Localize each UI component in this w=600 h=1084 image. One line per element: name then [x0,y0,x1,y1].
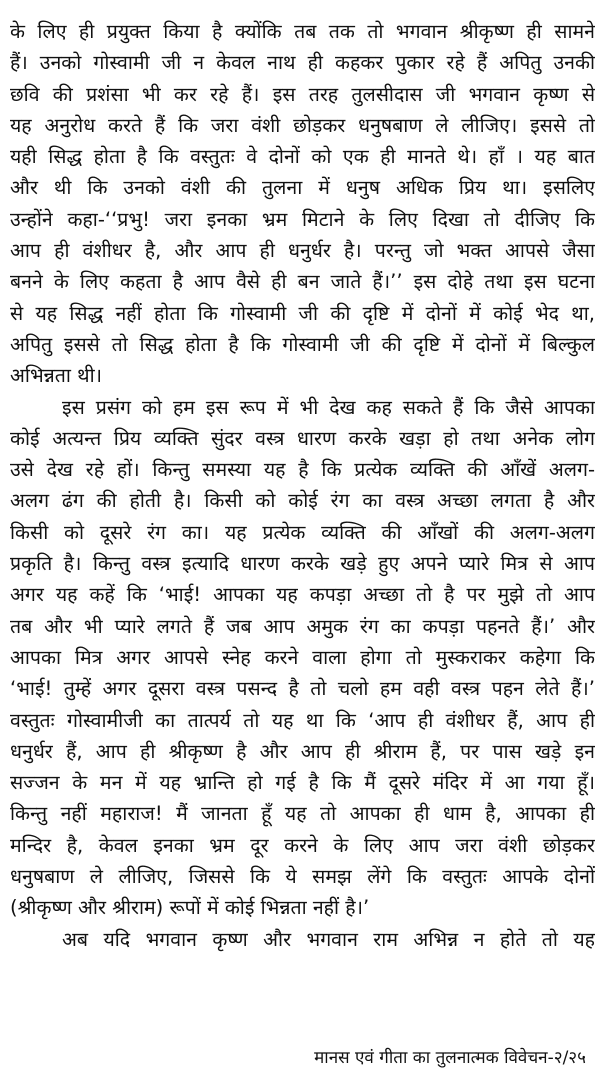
text-line: से यह सिद्ध नहीं होता कि गोस्वामी जी की दृष्टि में दोनों में कोई भेद था, [10,301,595,325]
text-line: और थी कि उनको वंशी की तुलना में धनुष अधिक प्रिय था। इसलिए [10,176,595,200]
text-line: किन्तु नहीं महाराज! मैं जानता हूँ यह तो आपका ही धाम है, आपका ही [10,802,595,826]
text-line: तब और भी प्यारे लगते हैं जब आप अमुक रंग का कपड़ा पहनते हैं।’ और [10,614,595,638]
text-line: प्रकृति है। किन्तु वस्त्र इत्यादि धारण करके खड़े हुए अपने प्यारे मित्र से आप [10,552,595,576]
text-line: उसे देख रहे हों। किन्तु समस्या यह है कि प्रत्येक व्यक्ति की आँखें अलग- [10,458,595,482]
body-text [10,16,595,955]
text-line: आप ही वंशीधर है, और आप ही धनुर्धर है। परन्तु जो भक्त आपसे जैसा [10,239,595,263]
text-line: किसी को दूसरे रंग का। यह प्रत्येक व्यक्ति की आँखों की अलग-अलग [10,520,595,544]
text-line: छवि की प्रशंसा भी कर रहे हैं। इस तरह तुलसीदास जी भगवान कृष्ण से [10,82,595,106]
text-line: कोई अत्यन्त प्रिय व्यक्ति सुंदर वस्त्र धारण करके खड़ा हो तथा अनेक लोग [10,426,595,450]
text-line: वस्तुतः गोस्वामीजी का तात्पर्य तो यह था कि ‘आप ही वंशीधर हैं, आप ही [10,708,595,732]
text-line: उन्होंने कहा-‘‘प्रभु! जरा इनका भ्रम मिटाने के लिए दिखा तो दीजिए कि [10,207,595,231]
text-line: (श्रीकृष्ण और श्रीराम) रूपों में कोई भिन्नता नहीं है।’ [10,896,370,920]
text-line: मन्दिर है, केवल इनका भ्रम दूर करने के लिए आप जरा वंशी छोड़कर [10,833,595,857]
text-line: यही सिद्ध होता है कि वस्तुतः वे दोनों को एक ही मानते थे। हाँ । यह बात [10,145,595,169]
text-line: ‘भाई! तुम्हें अगर दूसरा वस्त्र पसन्द है तो चलो हम वही वस्त्र पहन लेते हैं।’ [10,677,595,701]
text-line: हैं। उनको गोस्वामी जी न केवल नाथ ही कहकर पुकार रहे हैं अपितु उनकी [10,51,595,75]
text-line: सज्जन के मन में यह भ्रान्ति हो गई है कि मैं दूसरे मंदिर में आ गया हूँ। [10,771,595,795]
text-line: के लिए ही प्रयुक्त किया है क्योंकि तब तक तो भगवान श्रीकृष्ण ही सामने [10,20,595,43]
running-footer: मानस एवं गीता का तुलनात्मक विवेचन-२/२५ [314,1048,586,1068]
text-line: धनुषबाण ले लीजिए, जिससे कि ये समझ लेंगे कि वस्तुतः आपके दोनों [10,865,595,889]
text-line: अलग ढंग की होती है। किसी को कोई रंग का वस्त्र अच्छा लगता है और [10,489,595,513]
text-line: बनने के लिए कहता है आप वैसे ही बन जाते हैं।’’ इस दोहे तथा इस घटना [10,270,595,294]
text-line: अगर यह कहें कि ‘भाई! आपका यह कपड़ा अच्छा तो है पर मुझे तो आप [10,583,595,607]
text-line: अभिन्नता थी। [10,364,103,388]
paragraph-first-line: अब यदि भगवान कृष्ण और भगवान राम अभिन्न न होते तो यह [62,927,595,951]
text-line: अपितु इससे तो सिद्ध होता है कि गोस्वामी जी की दृष्टि में दोनों में बिल्कुल [10,332,595,356]
paragraph-first-line: इस प्रसंग को हम इस रूप में भी देख कह सकते हैं कि जैसे आपका [62,395,595,419]
text-line: धनुर्धर हैं, आप ही श्रीकृष्ण है और आप ही श्रीराम हैं, पर पास खड़े इन [10,739,595,763]
text-line: आपका मित्र अगर आपसे स्नेह करने वाला होगा तो मुस्कराकर कहेगा कि [10,645,595,669]
text-line: यह अनुरोध करते हैं कि जरा वंशी छोड़कर धनुषबाण ले लीजिए। इससे तो [10,113,595,137]
